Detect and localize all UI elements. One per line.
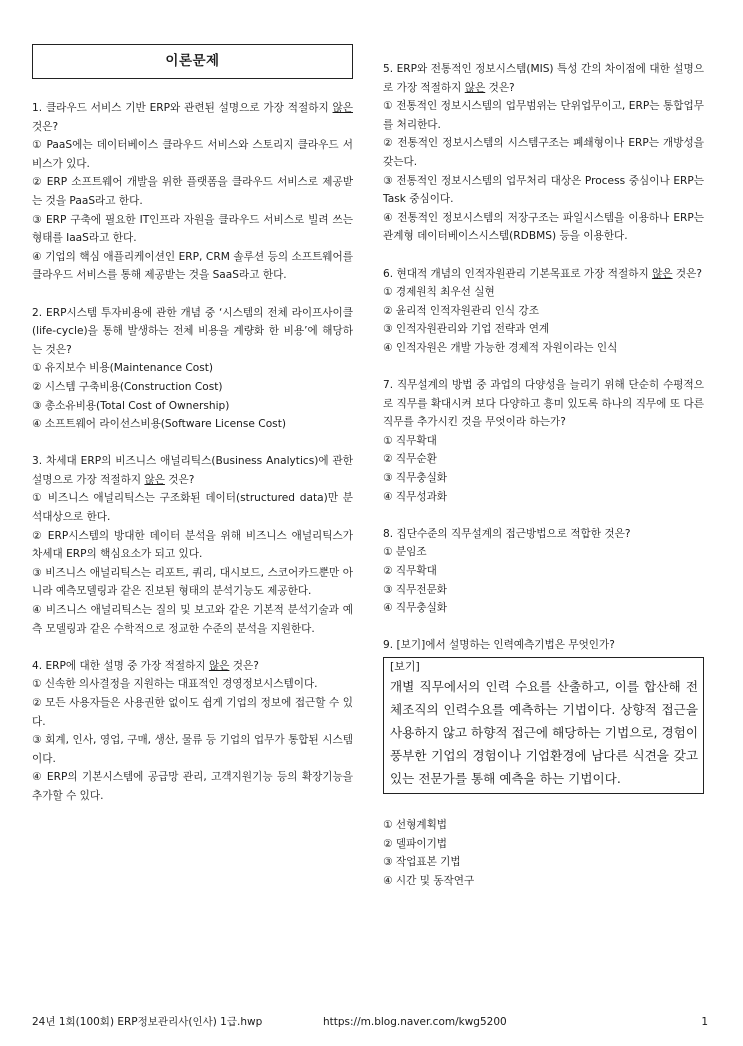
option-2: ② 전통적인 정보시스템의 시스템구조는 폐쇄형이나 ERP는 개방성을 갖는다. xyxy=(383,137,704,168)
option-3: ③ 인적자원관리와 기업 전략과 연계 xyxy=(383,323,550,336)
question-2 xyxy=(32,304,353,434)
option-1: ① 직무확대 xyxy=(383,434,437,447)
option-2: ② 윤리적 인적자원관리 인식 강조 xyxy=(383,304,540,317)
option-3: ③ 작업표본 기법 xyxy=(383,856,461,869)
option-1: ① PaaS에는 데이터베이스 클라우드 서비스와 스토리지 클라우드 서비스가 있다. xyxy=(32,139,353,170)
question-stem: 3. 차세대 ERP의 비즈니스 애널리틱스(Business Analytics)에 관한 설명으로 가장 적절하지 않은 것은? xyxy=(32,455,353,486)
question-stem: 9. [보기]에서 설명하는 인력예측기법은 무엇인가? xyxy=(383,639,615,652)
question-stem: 7. 직무설계의 방법 중 과업의 다양성을 늘리기 위해 단순히 수평적으로 직무를 확대시켜 보다 다양하고 흥미 있도록 하나의 직무에 또 다른 직무를 추가시킨 것을 무엇이라 하는가? xyxy=(383,379,704,429)
question-9 xyxy=(383,636,704,890)
option-4: ④ 비즈니스 애널리틱스는 질의 및 보고와 같은 기본적 분석기술과 예측 모델링과 같은 수학적으로 정교한 수준의 분석을 지원한다. xyxy=(32,604,353,635)
question-7 xyxy=(383,376,704,506)
question-stem: 5. ERP와 전통적인 정보시스템(MIS) 특성 간의 차이점에 대한 설명으로 가장 적절하지 않은 것은? xyxy=(383,63,704,94)
option-1: ① 유지보수 비용(Maintenance Cost) xyxy=(32,362,214,375)
option-2: ② 시스템 구축비용(Construction Cost) xyxy=(32,380,223,393)
option-1: ① 비즈니스 애널리틱스는 구조화된 데이터(structured data)만 분석대상으로 한다. xyxy=(32,492,353,524)
option-4: ④ 직무충실화 xyxy=(383,602,448,615)
example-label: [보기] xyxy=(390,660,420,673)
question-1 xyxy=(32,99,353,285)
option-1: ① 경제원칙 최우선 실현 xyxy=(383,286,495,299)
footer-filename: 24년 1회(100회) ERP정보관리사(인사) 1급.hwp xyxy=(32,1016,263,1028)
option-4: ④ 소프트웨어 라이선스비용(Software License Cost) xyxy=(32,418,286,431)
option-1: ① 신속한 의사결정을 지원하는 대표적인 경영정보시스템이다. xyxy=(32,678,318,691)
option-1: ① 분임조 xyxy=(383,546,427,559)
left-column xyxy=(32,44,353,824)
option-2: ② ERP시스템의 방대한 데이터 분석을 위해 비즈니스 애널리틱스가 차세대 ERP의 핵심요소가 되고 있다. xyxy=(32,529,353,561)
option-3: ③ 비즈니스 애널리틱스는 리포트, 쿼리, 대시보드, 스코어카드뿐만 아니라 예측모델링과 같은 진보된 형태의 분석기능도 제공한다. xyxy=(32,566,353,598)
question-stem: 8. 집단수준의 직무설계의 접근방법으로 적합한 것은? xyxy=(383,527,631,540)
example-box xyxy=(383,657,704,794)
option-4: ④ ERP의 기본시스템에 공급망 관리, 고객지원기능 등의 확장기능을 추가할 수 있다. xyxy=(32,771,353,802)
option-2: ② 델파이기법 xyxy=(383,837,448,850)
option-3: ③ ERP 구축에 필요한 IT인프라 자원을 클라우드 서비스로 빌려 쓰는 형태를 IaaS라고 한다. xyxy=(32,213,353,245)
option-4: ④ 기업의 핵심 애플리케이션인 ERP, CRM 솔루션 등의 소프트웨어를 클라우드 서비스를 통해 제공받는 것을 SaaS라고 한다. xyxy=(32,250,353,282)
question-stem: 2. ERP시스템 투자비용에 관한 개념 중 ‘시스템의 전체 라이프사이클(life-cycle)을 통해 발생하는 전체 비용을 계량화 한 비용’에 해당하는 것은? xyxy=(32,306,353,356)
right-column xyxy=(383,60,704,909)
option-4: ④ 시간 및 동작연구 xyxy=(383,874,475,887)
question-6 xyxy=(383,265,704,358)
option-4: ④ 직무성과화 xyxy=(383,490,448,503)
option-3: ③ 전통적인 정보시스템의 업무처리 대상은 Process 중심이나 ERP는 Task 중심이다. xyxy=(383,174,704,206)
footer-url[interactable]: https://m.blog.naver.com/kwg5200 xyxy=(323,1016,507,1028)
option-1: ① 선형계획법 xyxy=(383,819,448,831)
option-2: ② 모든 사용자들은 사용권한 없이도 쉽게 기업의 정보에 접근할 수 있다. xyxy=(32,697,353,728)
question-stem: 6. 현대적 개념의 인적자원관리 기본목표로 가장 적절하지 않은 것은? xyxy=(383,267,702,280)
example-text: 개별 직무에서의 인력 수요를 산출하고, 이를 합산해 전체조직의 인력수요를 예측하는 기법이다. 상향적 접근을 사용하지 않고 하향적 접근에 해당하는 기법으로, 경험이 풍부한 기업의 경험이나 기업환경에 남다른 식견을 갖고 있는 전문가를 통해 예측을 하는 기법이다. xyxy=(390,679,698,786)
option-3: ③ 회계, 인사, 영업, 구매, 생산, 물류 등 기업의 업무가 통합된 시스템이다. xyxy=(32,734,353,765)
option-4: ④ 인적자원은 개발 가능한 경제적 자원이라는 인식 xyxy=(383,341,618,354)
option-2: ② 직무확대 xyxy=(383,565,437,578)
question-3 xyxy=(32,452,353,638)
option-3: ③ 직무충실화 xyxy=(383,472,448,485)
page-number: 1 xyxy=(701,1016,708,1028)
option-3: ③ 직무전문화 xyxy=(383,583,448,596)
question-stem: 4. ERP에 대한 설명 중 가장 적절하지 않은 것은? xyxy=(32,659,259,672)
question-stem: 1. 클라우드 서비스 기반 ERP와 관련된 설명으로 가장 적절하지 않은 것은? xyxy=(32,102,353,133)
question-5 xyxy=(383,60,704,246)
option-1: ① 전통적인 정보시스템의 업무범위는 단위업무이고, ERP는 통합업무를 처리한다. xyxy=(383,100,704,131)
option-2: ② ERP 소프트웨어 개발을 위한 플랫폼을 클라우드 서비스로 제공받는 것을 PaaS라고 한다. xyxy=(32,176,353,207)
option-4: ④ 전통적인 정보시스템의 저장구조는 파일시스템을 이용하나 ERP는 관계형 데이터베이스시스템(RDBMS) 등을 이용한다. xyxy=(383,211,704,243)
option-2: ② 직무순환 xyxy=(383,453,437,466)
page-footer xyxy=(32,1014,708,1030)
option-3: ③ 총소유비용(Total Cost of Ownership) xyxy=(32,399,230,412)
question-8 xyxy=(383,525,704,618)
question-4 xyxy=(32,657,353,806)
page-title: 이론문제 xyxy=(32,44,353,79)
